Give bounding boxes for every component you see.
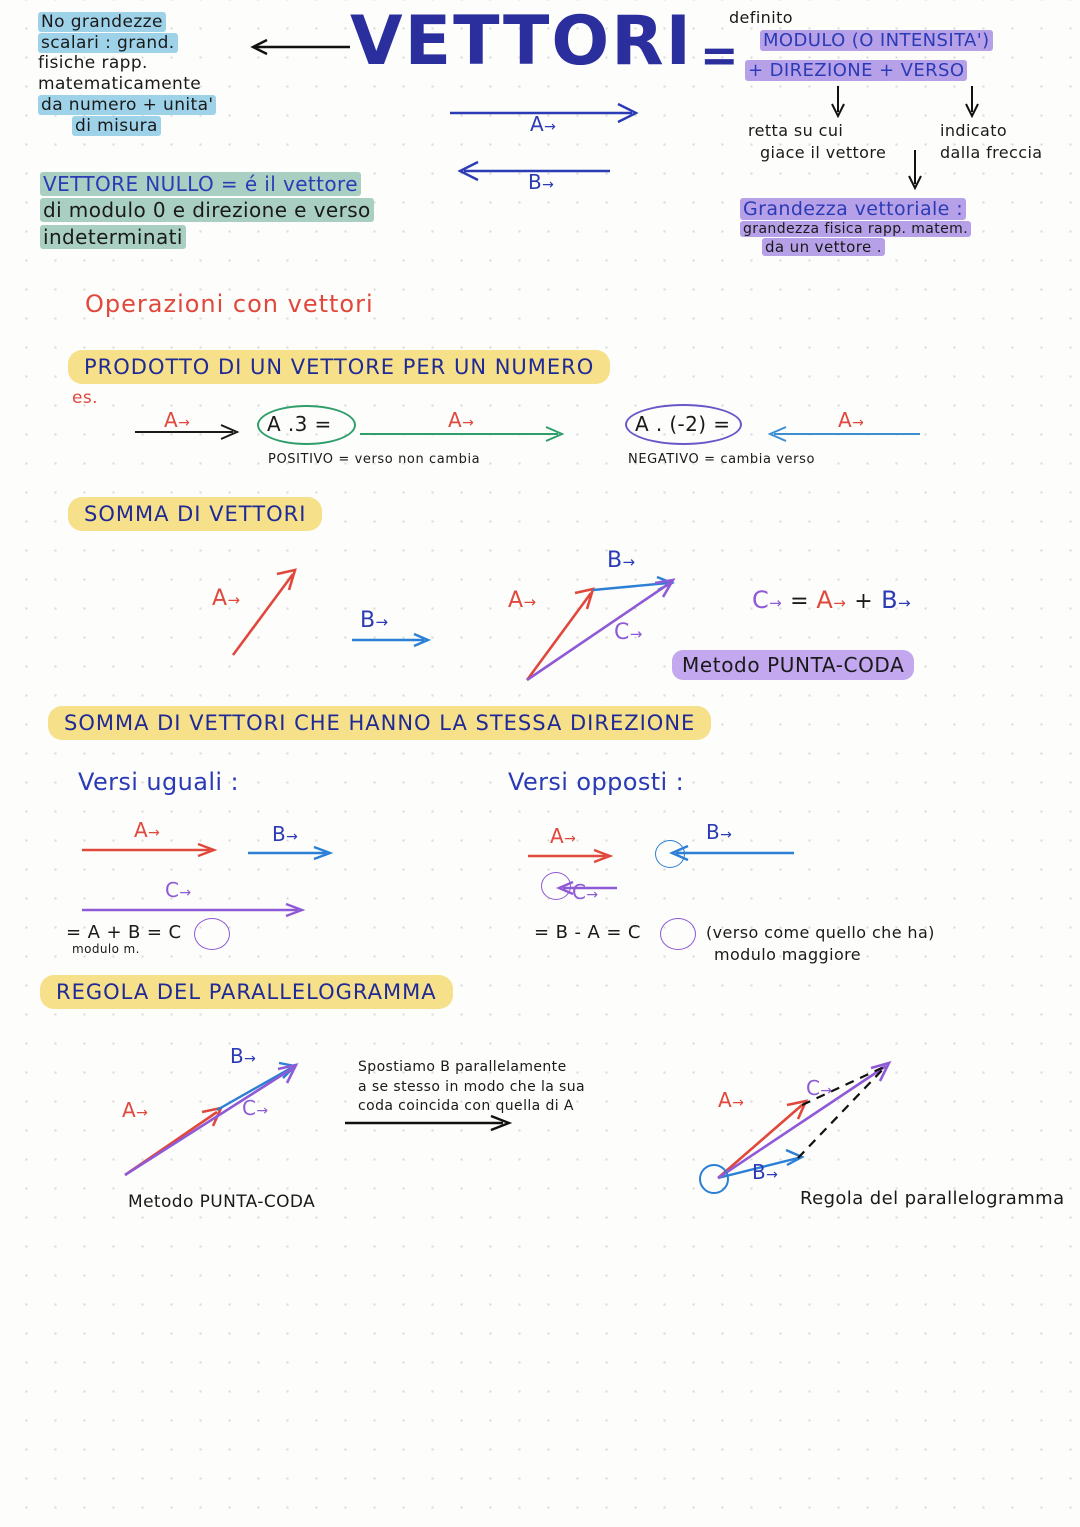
para-right-vector-c-label: C→ xyxy=(806,1076,833,1100)
grandezza-line-3: da un vettore . xyxy=(762,238,885,256)
para-note-line-1: Spostiamo B parallelamente xyxy=(358,1059,567,1075)
scalar-note-line-5: da numero + unita' xyxy=(38,95,216,115)
nota-positivo: POSITIVO = verso non cambia xyxy=(268,452,481,467)
uguali-vector-c-label: C→ xyxy=(165,878,192,902)
section-operazioni: Operazioni con vettori xyxy=(85,290,374,318)
versi-uguali-title: Versi uguali : xyxy=(78,768,240,796)
para-left-b-letter: B xyxy=(230,1044,245,1068)
opposti-c-letter: C xyxy=(572,880,587,904)
scalar-quantities-note xyxy=(38,12,278,136)
somma-left-vector-a-label: A→ xyxy=(212,586,241,611)
page-title: VETTORI xyxy=(350,2,693,81)
prodotto-a-letter: A xyxy=(164,408,179,432)
para-right-a-letter: A xyxy=(718,1088,733,1112)
grandezza-vettoriale-note xyxy=(740,198,971,257)
arrow-title-to-scalar-note xyxy=(245,36,355,58)
prodotto-positive-result-label: A→ xyxy=(448,408,475,432)
opposti-b-letter: B xyxy=(706,820,721,844)
para-left-vector-b-label: B→ xyxy=(230,1044,257,1068)
opposti-c-head-circle xyxy=(541,872,571,900)
positive-result-letter: A xyxy=(448,408,463,432)
direzione-verso-definition xyxy=(745,60,967,81)
somma-left-a-letter: A xyxy=(212,586,228,611)
opposti-a-letter: A xyxy=(550,824,565,848)
somma-left-b-letter: B xyxy=(360,608,376,633)
indicato-note-line-1: indicato xyxy=(940,121,1008,140)
expr-positive-text: A .3 = xyxy=(267,412,332,436)
para-note-line-2: a se stesso in modo che la sua xyxy=(358,1078,586,1095)
caption-metodo-punta-coda: Metodo PUNTA-CODA xyxy=(128,1192,316,1212)
opposti-parenthetical-note xyxy=(706,922,935,967)
nota-negativo: NEGATIVO = cambia verso xyxy=(628,452,816,467)
formula-c: C xyxy=(752,586,770,614)
section-somma-band xyxy=(68,497,322,531)
arrow-down-grandezza xyxy=(905,150,925,192)
para-right-c-letter: C xyxy=(806,1076,821,1100)
parallelogramma-note-arrow xyxy=(345,1112,525,1134)
uguali-a-letter: A xyxy=(134,818,149,842)
parallelogramma-left-diagram xyxy=(95,1050,325,1195)
section-somma-label: SOMMA DI VETTORI xyxy=(68,497,322,531)
somma-right-a-letter: A xyxy=(508,588,524,613)
versi-opposti-title: Versi opposti : xyxy=(508,768,685,796)
definito-label: definito xyxy=(729,8,793,27)
para-left-c-letter: C xyxy=(242,1096,257,1120)
opposti-vector-c-label: C→ xyxy=(572,880,599,904)
uguali-sum-text: = A + B = C xyxy=(66,922,182,943)
section-stessa-direzione-label: SOMMA DI VETTORI CHE HANNO LA STESSA DIREZIONE xyxy=(48,706,711,740)
uguali-modulo-note: modulo m. xyxy=(72,942,140,956)
opposti-b-head-circle xyxy=(655,840,685,868)
retta-note xyxy=(748,120,886,165)
somma-right-b-letter: B xyxy=(607,548,623,573)
uguali-sum-expression xyxy=(66,922,182,943)
section-stessa-direzione-band xyxy=(48,706,711,740)
opposti-vector-a-arrow xyxy=(528,846,638,866)
expr-negative-label xyxy=(635,412,730,436)
opposti-vector-b-label: B→ xyxy=(706,820,733,844)
metodo-punta-coda-band xyxy=(672,650,914,680)
null-vector-line-3: indeterminati xyxy=(40,225,186,249)
opposti-sum-text: = B - A = C xyxy=(534,922,641,943)
direzione-verso-text: + DIREZIONE + VERSO xyxy=(745,60,967,81)
somma-formula: C→ = A→ + B→ xyxy=(752,586,911,614)
parenthetical-line-1: (verso come quello che ha) xyxy=(706,923,935,942)
somma-right-c-letter: C xyxy=(614,620,630,645)
para-right-b-letter: B xyxy=(752,1160,767,1184)
expr-negative-text: A . (-2) = xyxy=(635,412,731,436)
section-parallelogramma-label: REGOLA DEL PARALLELOGRAMMA xyxy=(40,975,453,1009)
opposti-vector-a-label: A→ xyxy=(550,824,577,848)
para-left-vector-a-label: A→ xyxy=(122,1098,149,1122)
vector-a-label: A→ xyxy=(530,112,557,136)
grandezza-line-2: grandezza fisica rapp. matem. xyxy=(740,221,971,237)
uguali-b-letter: B xyxy=(272,822,287,846)
somma-right-vector-a-label: A→ xyxy=(508,588,537,613)
scalar-note-line-3: fisiche rapp. xyxy=(38,53,148,74)
prodotto-vector-a-label: A→ xyxy=(164,408,191,432)
title-equals-sign: = xyxy=(700,28,739,82)
retta-note-line-1: retta su cui xyxy=(748,121,844,140)
scalar-note-line-1: No grandezze xyxy=(38,12,166,32)
caption-regola-parallelogramma: Regola del parallelogramma xyxy=(800,1188,1065,1209)
uguali-vector-a-label: A→ xyxy=(134,818,161,842)
uguali-vector-a-arrow xyxy=(82,840,232,860)
uguali-result-circle xyxy=(194,918,230,950)
negative-result-letter: A xyxy=(838,408,853,432)
uguali-vector-c-arrow xyxy=(82,900,322,920)
vector-b-letter: B xyxy=(528,170,543,194)
metodo-punta-coda-label: Metodo PUNTA-CODA xyxy=(672,650,914,680)
somma-right-vector-b-label: B→ xyxy=(607,548,636,573)
section-parallelogramma-band xyxy=(40,975,453,1009)
uguali-vector-b-label: B→ xyxy=(272,822,299,846)
vector-b-label: B→ xyxy=(528,170,555,194)
expr-positive-label xyxy=(267,412,332,436)
opposti-result-circle xyxy=(660,918,696,950)
grandezza-line-1: Grandezza vettoriale : xyxy=(740,198,966,220)
somma-left-vector-b-arrow xyxy=(352,630,452,650)
prodotto-negative-result-label: A→ xyxy=(838,408,865,432)
indicato-note-line-2: dalla freccia xyxy=(940,143,1043,163)
formula-a: A xyxy=(816,586,834,614)
parenthetical-line-2: modulo maggiore xyxy=(714,945,861,965)
uguali-vector-b-arrow xyxy=(248,843,348,863)
somma-right-vector-c-label: C→ xyxy=(614,620,643,645)
opposti-sum-expression xyxy=(534,922,641,943)
scalar-note-line-4: matematicamente xyxy=(38,74,202,95)
arrow-down-retta xyxy=(828,86,848,120)
uguali-c-letter: C xyxy=(165,878,180,902)
modulo-text: MODULO (O INTENSITA') xyxy=(760,30,993,51)
somma-left-vector-b-label: B→ xyxy=(360,608,389,633)
section-prodotto-label: PRODOTTO DI UN VETTORE PER UN NUMERO xyxy=(68,350,610,384)
parallelogramma-note xyxy=(358,1058,628,1117)
null-vector-line-1: VETTORE NULLO = é il vettore xyxy=(40,172,361,196)
null-vector-line-2: di modulo 0 e direzione e verso xyxy=(40,198,374,222)
retta-note-line-2: giace il vettore xyxy=(760,143,887,163)
esempio-label: es. xyxy=(72,388,98,408)
para-note-line-3: coda coincida con quella di A xyxy=(358,1098,574,1115)
para-right-vector-a-label: A→ xyxy=(718,1088,745,1112)
para-left-vector-c-label: C→ xyxy=(242,1096,269,1120)
scalar-note-line-2: scalari : grand. xyxy=(38,33,178,53)
parallelogramma-right-diagram xyxy=(690,1050,920,1195)
para-right-vector-b-label: B→ xyxy=(752,1160,779,1184)
para-left-a-letter: A xyxy=(122,1098,137,1122)
arrow-down-indicato xyxy=(962,86,982,120)
formula-b: B xyxy=(881,586,898,614)
indicato-note xyxy=(940,120,1043,165)
section-prodotto-band xyxy=(68,350,610,384)
prodotto-input-vector-arrow xyxy=(135,418,250,442)
modulo-definition xyxy=(760,30,993,51)
null-vector-definition xyxy=(40,172,480,249)
vector-a-letter: A xyxy=(530,112,545,136)
scalar-note-line-6: di misura xyxy=(72,116,161,136)
